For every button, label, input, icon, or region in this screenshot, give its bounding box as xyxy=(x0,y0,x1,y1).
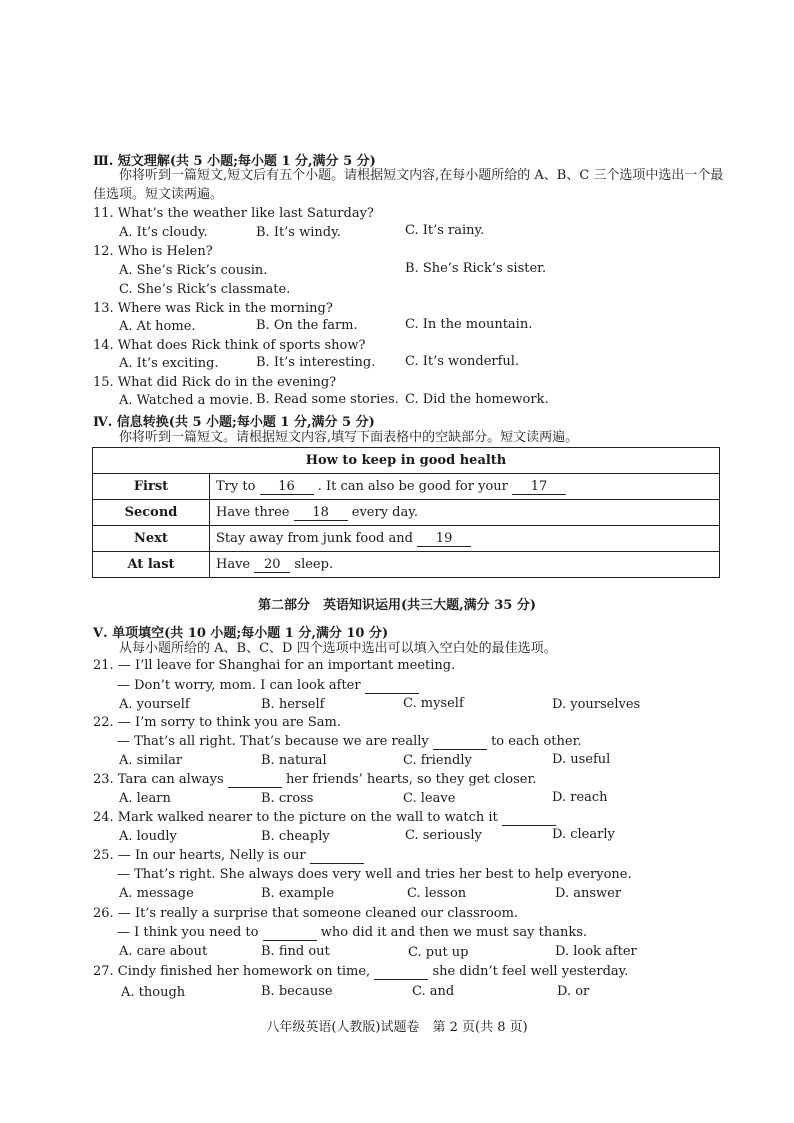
row-content xyxy=(210,474,720,500)
row-text: Have xyxy=(216,556,251,572)
q27-option-c: C. and xyxy=(412,984,455,999)
question-24-line-1 xyxy=(93,810,556,826)
table-row xyxy=(93,526,720,552)
q14-option-b: B. It’s interesting. xyxy=(256,355,376,370)
q23-text-end: her friends’ hearts, so they get closer. xyxy=(285,772,537,787)
blank-19[interactable]: 19 xyxy=(417,531,471,547)
blank-17[interactable]: 17 xyxy=(512,479,566,495)
row-content xyxy=(210,500,720,526)
section-4-instruction: 你将听到一篇短文。请根据短文内容,填写下面表格中的空缺部分。短文读两遍。 xyxy=(119,430,579,445)
part-2-title: 第二部分 英语知识运用(共三大题,满分 35 分) xyxy=(258,598,536,613)
row-text: Stay away from junk food and xyxy=(216,530,413,546)
q23-option-b: B. cross xyxy=(261,791,314,806)
q26-text: — I think you need to xyxy=(117,925,259,940)
question-26-line-2 xyxy=(117,925,587,941)
q23-blank[interactable] xyxy=(228,772,282,788)
q26-option-d: D. look after xyxy=(555,944,637,959)
q24-option-a: A. loudly xyxy=(119,829,177,844)
q21-option-d: D. yourselves xyxy=(552,697,641,712)
row-label: First xyxy=(93,474,210,500)
q22-option-c: C. friendly xyxy=(403,753,472,768)
q24-blank[interactable] xyxy=(502,810,556,826)
q21-text: — Don’t worry, mom. I can look after xyxy=(117,678,361,693)
question-22-line-2 xyxy=(117,734,582,750)
question-25-line-2: — That’s right. She always does very well and tries her best to help everyone. xyxy=(117,867,632,882)
q12-option-a: A. She’s Rick’s cousin. xyxy=(119,263,268,278)
question-27-line-1 xyxy=(93,964,628,980)
q21-option-a: A. yourself xyxy=(119,697,190,712)
section-5-title: Ⅴ. 单项填空(共 10 小题;每小题 1 分,满分 10 分) xyxy=(93,626,389,641)
row-text: every day. xyxy=(351,504,418,520)
row-text: Have three xyxy=(216,504,290,520)
q24-option-d: D. clearly xyxy=(552,827,615,842)
q27-text: 27. Cindy finished her homework on time, xyxy=(93,964,371,979)
q24-option-c: C. seriously xyxy=(405,828,482,843)
q27-option-d: D. or xyxy=(557,984,590,999)
q27-blank[interactable] xyxy=(374,964,428,980)
q22-option-d: D. useful xyxy=(552,752,611,767)
row-text: Try to xyxy=(216,478,256,494)
q14-option-a: A. It’s exciting. xyxy=(119,356,219,371)
blank-16[interactable]: 16 xyxy=(260,479,314,495)
question-11-stem: 11. What’s the weather like last Saturday? xyxy=(93,206,374,221)
q12-option-c: C. She’s Rick’s classmate. xyxy=(119,282,291,297)
question-12-stem: 12. Who is Helen? xyxy=(93,244,213,259)
q15-option-c: C. Did the homework. xyxy=(405,392,549,407)
q15-option-a: A. Watched a movie. xyxy=(119,393,254,408)
q11-option-b: B. It’s windy. xyxy=(256,225,341,240)
question-21-line-2 xyxy=(117,678,419,694)
q26-option-b: B. find out xyxy=(261,944,330,959)
q22-option-a: A. similar xyxy=(119,753,183,768)
q22-text: — That’s all right. That’s because we are really xyxy=(117,734,429,749)
q11-option-a: A. It’s cloudy. xyxy=(119,225,208,240)
q26-option-c: C. put up xyxy=(408,945,469,960)
table-row xyxy=(93,500,720,526)
q21-blank[interactable] xyxy=(365,678,419,694)
q24-option-b: B. cheaply xyxy=(261,829,330,844)
question-15-stem: 15. What did Rick do in the evening? xyxy=(93,375,337,390)
q23-option-d: D. reach xyxy=(552,790,608,805)
question-23-line-1 xyxy=(93,772,536,788)
q25-option-d: D. answer xyxy=(555,886,622,901)
row-label: At last xyxy=(93,552,210,578)
q26-text-end: who did it and then we must say thanks. xyxy=(320,925,588,940)
q12-option-b: B. She’s Rick’s sister. xyxy=(405,261,547,276)
q13-option-b: B. On the farm. xyxy=(256,318,358,333)
health-table xyxy=(92,447,720,578)
health-table-header: How to keep in good health xyxy=(93,448,720,474)
q11-option-c: C. It’s rainy. xyxy=(405,223,485,238)
q27-option-a: A. though xyxy=(121,985,186,1000)
q25-option-b: B. example xyxy=(261,886,335,901)
q25-option-a: A. message xyxy=(119,886,194,901)
q21-option-b: B. herself xyxy=(261,697,325,712)
question-21-line-1: 21. — I’ll leave for Shanghai for an important meeting. xyxy=(93,658,456,673)
q14-option-c: C. It’s wonderful. xyxy=(405,354,520,369)
q27-option-b: B. because xyxy=(261,984,333,999)
q24-text: 24. Mark walked nearer to the picture on the wall to watch it xyxy=(93,810,498,825)
q23-text: 23. Tara can always xyxy=(93,772,224,787)
q25-text: 25. — In our hearts, Nelly is our xyxy=(93,848,306,863)
q27-text-end: she didn’t feel well yesterday. xyxy=(432,964,629,979)
row-label: Next xyxy=(93,526,210,552)
section-4-title: Ⅳ. 信息转换(共 5 小题;每小题 1 分,满分 5 分) xyxy=(93,415,375,430)
section-3-title: Ⅲ. 短文理解(共 5 小题;每小题 1 分,满分 5 分) xyxy=(93,154,376,169)
row-text: . It can also be good for your xyxy=(317,478,508,494)
q13-option-a: A. At home. xyxy=(119,319,196,334)
q23-option-a: A. learn xyxy=(119,791,171,806)
q21-option-c: C. myself xyxy=(403,696,464,711)
page-footer: 八年级英语(人教版)试题卷 第 2 页(共 8 页) xyxy=(266,1020,528,1035)
row-text: sleep. xyxy=(294,556,334,572)
q26-blank[interactable] xyxy=(263,925,317,941)
blank-20[interactable]: 20 xyxy=(254,557,290,573)
q25-option-c: C. lesson xyxy=(407,886,467,901)
section-5-instruction: 从每小题所给的 A、B、C、D 四个选项中选出可以填入空白处的最佳选项。 xyxy=(119,641,557,656)
question-25-line-1 xyxy=(93,848,364,864)
row-label: Second xyxy=(93,500,210,526)
blank-18[interactable]: 18 xyxy=(294,505,348,521)
question-22-line-1: 22. — I’m sorry to think you are Sam. xyxy=(93,715,341,730)
q22-option-b: B. natural xyxy=(261,753,327,768)
section-3-instruction: 你将听到一篇短文,短文后有五个小题。请根据短文内容,在每小题所给的 A、B、C 三个选项中选出一个最佳选项。短文读两遍。 xyxy=(93,168,724,202)
q26-option-a: A. care about xyxy=(119,944,208,959)
question-14-stem: 14. What does Rick think of sports show? xyxy=(93,338,366,353)
q22-text-end: to each other. xyxy=(491,734,582,749)
q22-blank[interactable] xyxy=(433,734,487,750)
q23-option-c: C. leave xyxy=(403,791,456,806)
q13-option-c: C. In the mountain. xyxy=(405,317,533,332)
row-content xyxy=(210,526,720,552)
q25-blank[interactable] xyxy=(310,848,364,864)
table-row xyxy=(93,474,720,500)
q15-option-b: B. Read some stories. xyxy=(256,392,399,407)
table-row xyxy=(93,552,720,578)
question-13-stem: 13. Where was Rick in the morning? xyxy=(93,301,333,316)
row-content xyxy=(210,552,720,578)
question-26-line-1: 26. — It’s really a surprise that someone cleaned our classroom. xyxy=(93,906,519,921)
